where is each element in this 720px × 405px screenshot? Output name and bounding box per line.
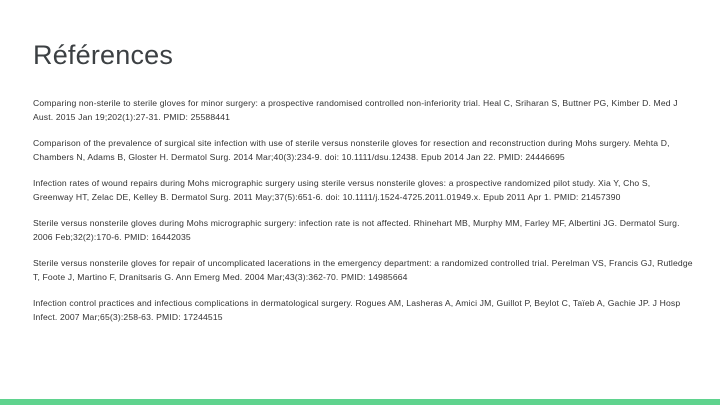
reference-item: Sterile versus nonsterile gloves for repair of uncomplicated lacerations in the emergency department: a randomized controlled trial. Perelman VS, Francis GJ, Rutledge T, Foote J, Martino F, Dranitsaris G. Ann Emerg Med. 2004 Mar;43(3):362-70. PMID: 14985664	[33, 258, 693, 282]
reference-item: Sterile versus nonsterile gloves during Mohs micrographic surgery: infection rate is not affected. Rhinehart MB, Murphy MM, Farley MF, Albertini JG. Dermatol Surg. 2006 Feb;32(2):170-6. PMID: 16442035	[33, 218, 680, 242]
reference-item: Infection control practices and infectious complications in dermatological surgery. Rogues AM, Lasheras A, Amici JM, Guillot P, Beylot C, Taïeb A, Gachie JP. J Hosp Infect. 2007 Mar;65(3):258-63. PMID: 17244515	[33, 298, 681, 322]
reference-list	[33, 97, 693, 337]
reference-item: Comparing non-sterile to sterile gloves for minor surgery: a prospective randomised controlled non-inferiority trial. Heal C, Sriharan S, Buttner PG, Kimber D. Med J Aust. 2015 Jan 19;202(1):27-31. PMID: 25588441	[33, 98, 678, 122]
bottom-accent-bar	[0, 399, 720, 405]
reference-item: Infection rates of wound repairs during Mohs micrographic surgery using sterile versus nonsterile gloves: a prospective randomized pilot study. Xia Y, Cho S, Greenway HT, Zelac DE, Kelley B. Dermatol Surg. 2011 May;37(5):651-6. doi: 10.1111/j.1524-4725.2011.01949.x. Epub 2011 Apr 1. PMID: 21457390	[33, 178, 651, 202]
reference-item: Comparison of the prevalence of surgical site infection with use of sterile versus nonsterile gloves for resection and reconstruction during Mohs surgery. Mehta D, Chambers N, Adams B, Gloster H. Dermatol Surg. 2014 Mar;40(3):234-9. doi: 10.1111/dsu.12438. Epub 2014 Jan 22. PMID: 24446695	[33, 138, 670, 162]
slide-title: Références	[33, 40, 174, 70]
